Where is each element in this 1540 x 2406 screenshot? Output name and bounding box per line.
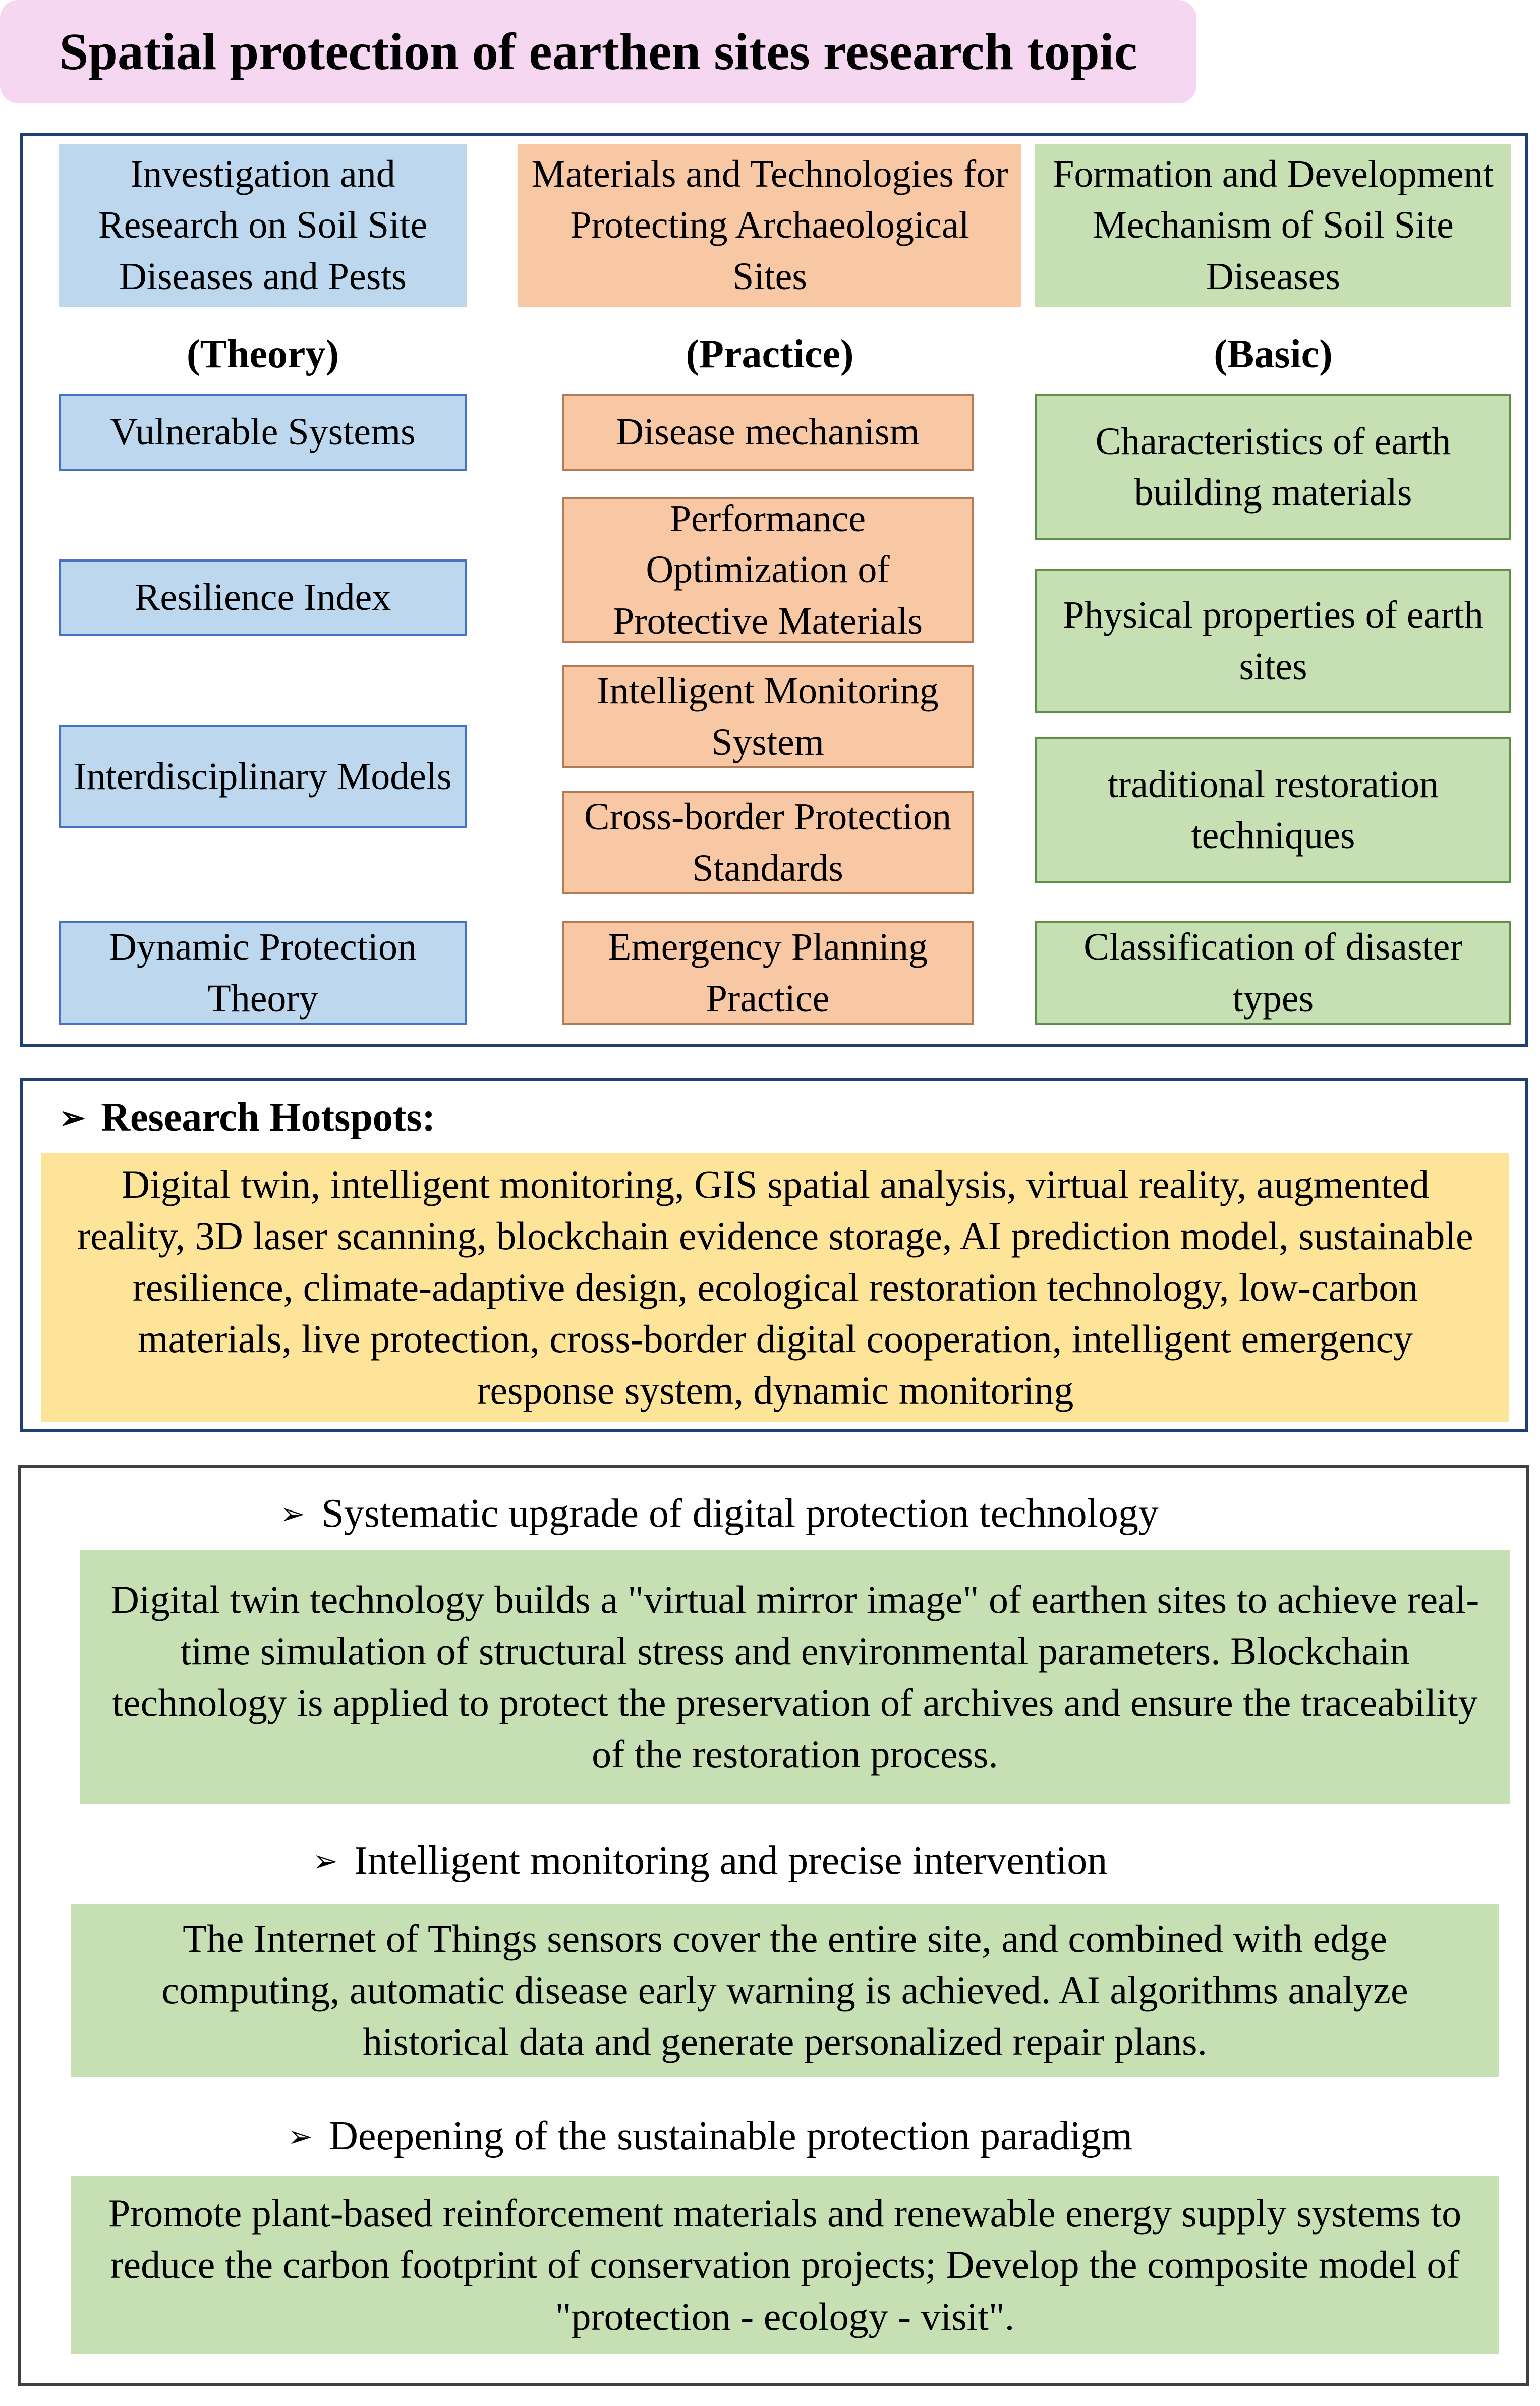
practice-item: Intelligent Monitoring System — [562, 665, 974, 768]
arrow-bullet-icon: ➢ — [288, 2119, 313, 2153]
basic-label: (Basic) — [1214, 332, 1333, 376]
trend-title: Intelligent monitoring and precise intervention — [354, 1838, 1108, 1883]
research-hotspots-heading — [60, 1095, 435, 1141]
theory-item: Resilience Index — [59, 559, 467, 636]
arrow-bullet-icon: ➢ — [280, 1497, 306, 1531]
practice-item: Disease mechanism — [562, 394, 974, 471]
practice-label: (Practice) — [686, 332, 854, 376]
theory-column-header: Investigation and Research on Soil Site Diseases and Pests — [59, 144, 467, 307]
basic-column-header: Formation and Development Mechanism of Soil Site Diseases — [1035, 144, 1511, 307]
arrow-bullet-icon: ➢ — [313, 1844, 338, 1878]
basic-item: Classification of disaster types — [1035, 921, 1511, 1025]
page-title: Spatial protection of earthen sites research topic — [0, 0, 1196, 103]
trend-heading — [280, 1491, 1159, 1537]
practice-item: Performance Optimization of Protective Materials — [562, 497, 974, 643]
theory-item: Interdisciplinary Models — [59, 725, 467, 828]
trend-title: Deepening of the sustainable protection paradigm — [329, 2114, 1133, 2158]
trend-heading — [313, 1838, 1107, 1884]
research-hotspots-title: Research Hotspots: — [101, 1095, 436, 1140]
theory-item: Dynamic Protection Theory — [59, 921, 467, 1025]
practice-column-header: Materials and Technologies for Protecting Archaeological Sites — [518, 144, 1021, 307]
theory-label: (Theory) — [186, 332, 339, 376]
trend-description: The Internet of Things sensors cover the entire site, and combined with edge computing, automatic disease early warning is achieved. AI algorithms analyze historical data and generate personalized repair plans. — [71, 1904, 1499, 2077]
practice-item: Cross-border Protection Standards — [562, 791, 974, 894]
arrow-bullet-icon: ➢ — [60, 1101, 85, 1135]
research-hotspots-text: Digital twin, intelligent monitoring, GIS spatial analysis, virtual reality, augmented reality, 3D laser scanning, blockchain evidence storage, AI prediction model, sustainable resilience, climate-adaptive design, ecological restoration technology, low-carbon materials, live protection, cross-border digital cooperation, intelligent emergency response system, dynamic monitoring — [41, 1153, 1509, 1422]
basic-item: Characteristics of earth building materials — [1035, 394, 1511, 540]
trend-description: Digital twin technology builds a "virtual mirror image" of earthen sites to achieve real-time simulation of structural stress and environmental parameters. Blockchain technology is applied to protect the preservation of archives and ensure the traceability of the restoration process. — [80, 1550, 1510, 1804]
trend-description: Promote plant-based reinforcement materials and renewable energy supply systems to reduce the carbon footprint of conservation projects; Develop the composite model of "protection - ecology - visit". — [71, 2176, 1499, 2354]
trend-title: Systematic upgrade of digital protection technology — [321, 1491, 1159, 1536]
basic-item: traditional restoration techniques — [1035, 737, 1511, 883]
basic-item: Physical properties of earth sites — [1035, 569, 1511, 713]
theory-item: Vulnerable Systems — [59, 394, 467, 471]
practice-item: Emergency Planning Practice — [562, 921, 974, 1025]
trend-heading — [288, 2113, 1132, 2159]
